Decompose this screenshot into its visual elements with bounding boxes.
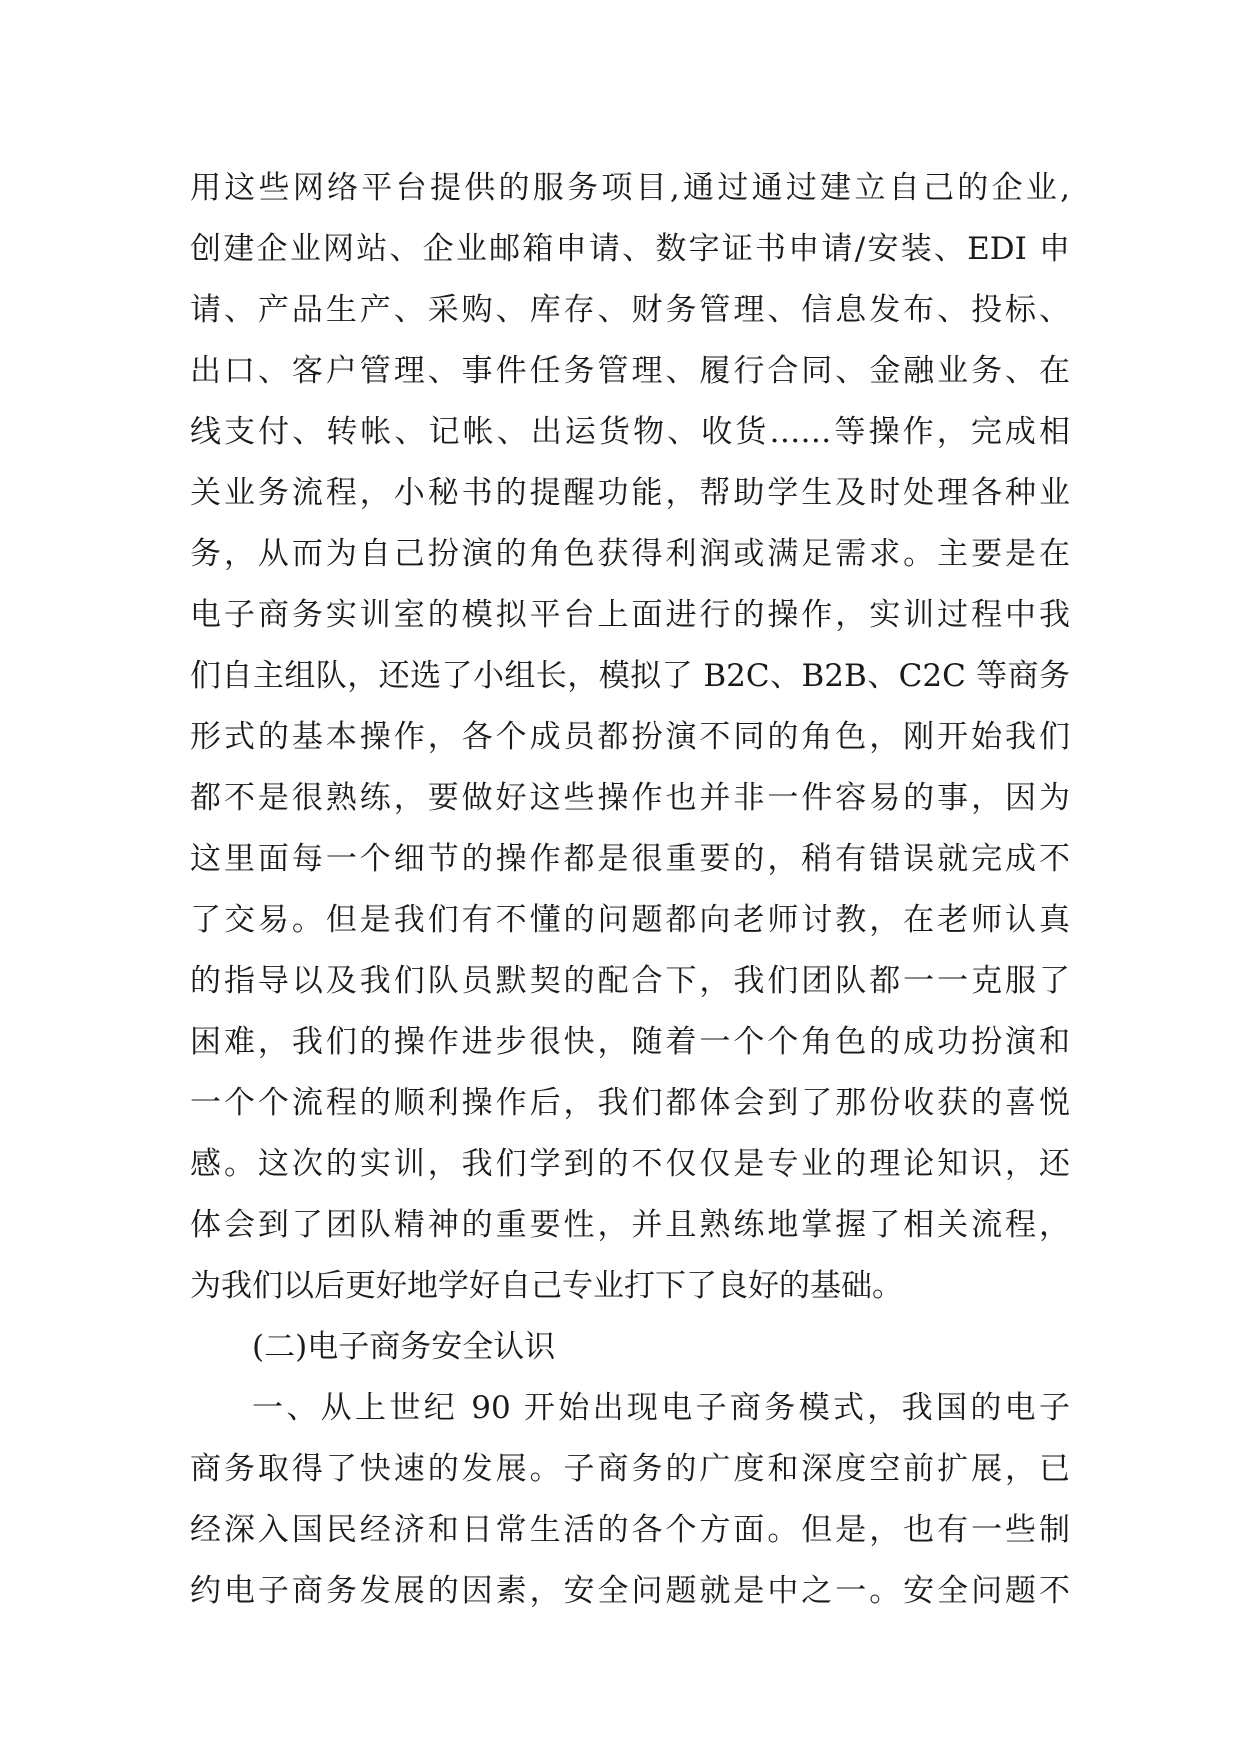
text-line: 线支付、转帐、记帐、出运货物、收货……等操作，完成相 bbox=[190, 414, 1070, 450]
body-text bbox=[190, 158, 1070, 1622]
text-line: 经深入国民经济和日常生活的各个方面。但是，也有一些制 bbox=[190, 1512, 1070, 1548]
text-line: 一个个流程的顺利操作后，我们都体会到了那份收获的喜悦 bbox=[190, 1085, 1070, 1121]
text-line: 务，从而为自己扮演的角色获得利润或满足需求。主要是在 bbox=[190, 536, 1070, 572]
text-line: 为我们以后更好地学好自己专业打下了良好的基础。 bbox=[190, 1268, 903, 1304]
section-heading: (二)电子商务安全认识 bbox=[252, 1329, 556, 1365]
text-line: 关业务流程，小秘书的提醒功能，帮助学生及时处理各种业 bbox=[190, 475, 1070, 511]
text-line: 困难，我们的操作进步很快，随着一个个角色的成功扮演和 bbox=[190, 1024, 1070, 1060]
text-line: 这里面每一个细节的操作都是很重要的，稍有错误就完成不 bbox=[190, 841, 1070, 877]
text-line: 请、产品生产、采购、库存、财务管理、信息发布、投标、 bbox=[190, 292, 1070, 328]
text-line: 用这些网络平台提供的服务项目,通过通过建立自己的企业, bbox=[190, 170, 1070, 206]
text-line: 约电子商务发展的因素，安全问题就是中之一。安全问题不 bbox=[190, 1573, 1070, 1609]
text-line: 形式的基本操作，各个成员都扮演不同的角色，刚开始我们 bbox=[190, 719, 1070, 755]
text-line: 电子商务实训室的模拟平台上面进行的操作，实训过程中我 bbox=[190, 597, 1070, 633]
text-line: 一、从上世纪 90 开始出现电子商务模式，我国的电子 bbox=[252, 1390, 1070, 1426]
text-line: 感。这次的实训，我们学到的不仅仅是专业的理论知识，还 bbox=[190, 1146, 1070, 1182]
text-line: 们自主组队，还选了小组长，模拟了 B2C、B2B、C2C 等商务 bbox=[190, 658, 1070, 694]
text-line: 出口、客户管理、事件任务管理、履行合同、金融业务、在 bbox=[190, 353, 1070, 389]
text-line: 体会到了团队精神的重要性，并且熟练地掌握了相关流程， bbox=[190, 1207, 1070, 1243]
text-line: 了交易。但是我们有不懂的问题都向老师讨教，在老师认真 bbox=[190, 902, 1070, 938]
text-line: 商务取得了快速的发展。子商务的广度和深度空前扩展，已 bbox=[190, 1451, 1070, 1487]
text-line: 都不是很熟练，要做好这些操作也并非一件容易的事，因为 bbox=[190, 780, 1070, 816]
text-line: 的指导以及我们队员默契的配合下，我们团队都一一克服了 bbox=[190, 963, 1070, 999]
text-line: 创建企业网站、企业邮箱申请、数字证书申请/安装、EDI 申 bbox=[190, 231, 1070, 267]
